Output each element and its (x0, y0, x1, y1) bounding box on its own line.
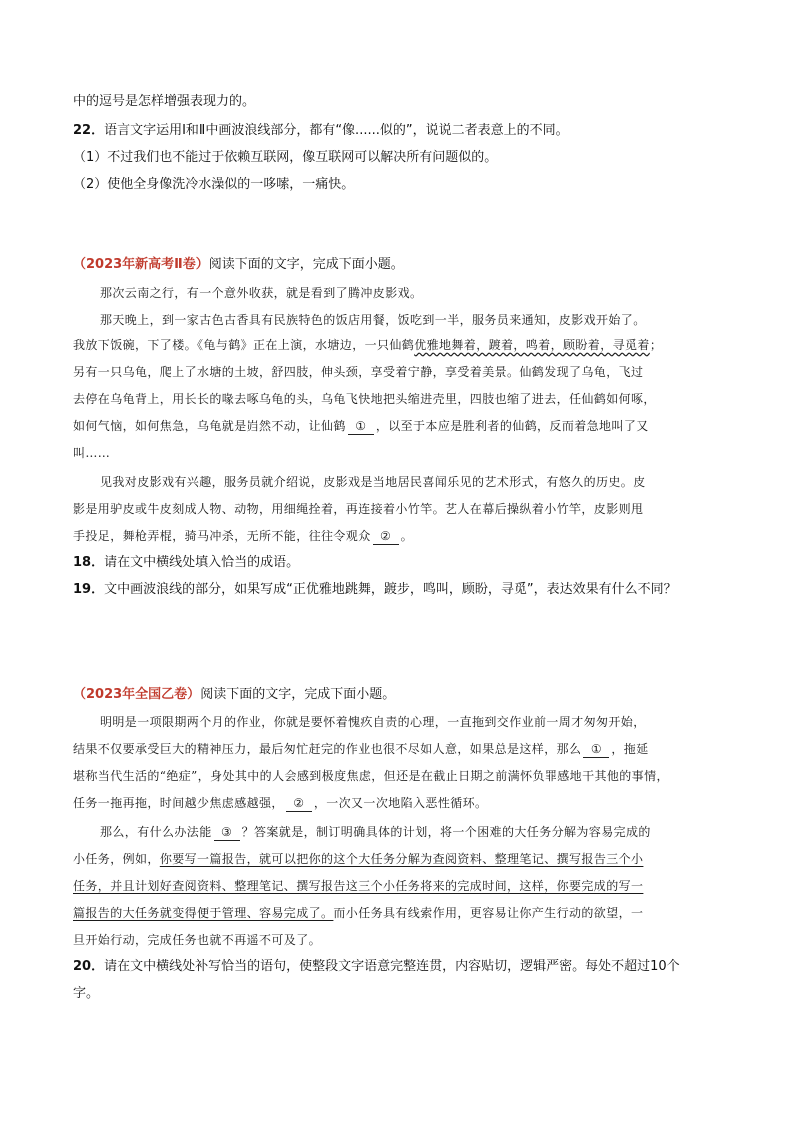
blank-s2-3: ③ (214, 824, 240, 841)
s1-p2-line3: 另有一只乌龟，爬上了水塘的土坡，舒四肢，伸头颈，享受着宁静，享受着美景。仙鹤发现了乌龟，飞过 (73, 365, 644, 379)
s2-p2-line1 (100, 822, 651, 842)
underlined-passage-2: 任务，并且计划好查阅资料、整理笔记、撰写报告这三个小任务将来的完成时间，这样，你要完成的写一 (73, 879, 644, 893)
s1-p2-line1: 那天晚上，到一家古色古香具有民族特色的饭店用餐，饭吃到一半，服务员来通知，皮影戏开始了。 (100, 313, 646, 327)
s1-p2-line5 (73, 416, 649, 436)
s2-p1-line2-end: ，拖延 (611, 742, 649, 756)
s2-p1-line4-end: ，一次又一次地陷入恶性循环。 (313, 796, 488, 810)
s1-p3-line3-text: 手投足，舞枪弄棍，骑马冲杀，无所不能，往往令观众 (73, 529, 371, 543)
s2-p2-line1-end: ？答案就是，制订明确具体的计划，将一个困难的大任务分解为容易完成的 (241, 825, 651, 839)
s1-p2-line5-text: 如何气恼，如何焦急，乌龟就是岿然不动，让仙鹤 (73, 419, 346, 433)
s1-p3-line2: 影是用驴皮或牛皮刻成人物、动物，用细绳拴着，再连接着小竹竿。艺人在幕后操纵着小竹竿，皮影则甩 (73, 502, 644, 516)
s2-p1-line4 (73, 793, 487, 813)
s1-p3-line3-end: 。 (400, 529, 414, 543)
q22-lead: 中的逗号是怎样增强表现力的。 (73, 94, 256, 109)
section2-header (73, 685, 395, 705)
q20-line2: 字。 (73, 986, 100, 1001)
s1-p2-line2 (73, 335, 662, 355)
blank-s2-1: ① (583, 741, 609, 758)
s2-p2-line3 (73, 876, 643, 896)
q22-item-2: （2）使他全身像洗冷水澡似的一哆嗦，一痛快。 (73, 177, 355, 192)
blank-2: ② (373, 528, 399, 545)
q22-item-1: （1）不过我们也不能过于依赖互联网，像互联网可以解决所有问题似的。 (73, 150, 498, 165)
s1-p3-line3 (73, 526, 413, 546)
q19 (73, 580, 677, 600)
q18-number: 18． (73, 555, 105, 570)
q18 (73, 553, 299, 573)
section1-header (73, 255, 404, 275)
blank-1: ① (348, 418, 374, 435)
s1-p3-line1: 见我对皮影戏有兴趣，服务员就介绍说，皮影戏是当地居民喜闻乐见的艺术形式，有悠久的历史。皮 (100, 475, 646, 489)
q19-text: 文中画波浪线的部分，如果写成“正优雅地跳舞，踱步，鸣叫，顾盼，寻觅”，表达效果有什么不同？ (104, 582, 677, 597)
s1-p1: 那次云南之行，有一个意外收获，就是看到了腾冲皮影戏。 (100, 286, 423, 300)
section2-instruction: 阅读下面的文字，完成下面小题。 (200, 687, 396, 702)
q20-text: 请在文中横线处补写恰当的语句，使整段文字语意完整连贯，内容贴切，逻辑严密。每处不超过10个 (104, 959, 680, 974)
s1-p2-line4: 去停在乌龟背上，用长长的喙去啄乌龟的头，乌龟飞快地把头缩进壳里，四肢也缩了进去，任仙鹤如何啄， (73, 392, 656, 406)
s1-p2-line6: 叫…… (73, 446, 111, 460)
section1-source: （2023年新高考Ⅱ卷） (73, 257, 209, 272)
underlined-passage-1: 你要写一篇报告，就可以把你的这个大任务分解为查阅资料、整理笔记、撰写报告三个小 (159, 852, 644, 866)
s2-p1-line2-text: 结果不仅要承受巨大的精神压力，最后匆忙赶完的作业也很不尽如人意，如果总是这样，那么 (73, 742, 582, 756)
s2-p1-line4-text: 任务一拖再拖，时间越少焦虑感越强， (73, 796, 284, 810)
wavy-underlined-phrase: 优雅地舞着，踱着，鸣着，顾盼着，寻觅着 (414, 338, 650, 352)
q19-number: 19． (73, 582, 105, 597)
s2-p2-line1-text: 那么，有什么办法能 (100, 825, 212, 839)
q20-line1 (73, 957, 680, 977)
s2-p2-line4 (73, 903, 643, 923)
section2-source: （2023年全国乙卷） (73, 687, 201, 702)
s2-p1-line2 (73, 739, 649, 759)
section1-instruction: 阅读下面的文字，完成下面小题。 (208, 257, 404, 272)
s2-p2-line5: 旦开始行动，完成任务也就不再遥不可及了。 (73, 933, 322, 947)
q22-text: 语言文字运用Ⅰ和Ⅱ中画波浪线部分，都有“像......似的”，说说二者表意上的不同。 (104, 123, 569, 138)
q22-number: 22． (73, 123, 105, 138)
s1-p2-line2-end: ； (649, 338, 663, 352)
q18-text: 请在文中横线处填入恰当的成语。 (104, 555, 300, 570)
underlined-passage-3: 篇报告的大任务就变得便于管理、容易完成了。 (73, 906, 334, 920)
s1-p2-line2-text: 我放下饭碗，下了楼。《龟与鹤》正在上演，水塘边，一只仙鹤 (73, 338, 415, 352)
s2-p1-line3: 堪称当代生活的“绝症”，身处其中的人会感到极度焦虑，但还是在截止日期之前满怀负罪感地干其他的事情， (73, 769, 669, 783)
s2-p1-line1: 明明是一项限期两个月的作业，你就是要怀着愧疚自责的心理，一直拖到交作业前一周才匆匆开始， (100, 715, 646, 729)
s2-p2-line2 (73, 849, 643, 869)
s2-p2-line4-end: 而小任务具有线索作用，更容易让你产生行动的欲望，一 (333, 906, 644, 920)
s1-p2-line5-end: ，以至于本应是胜利者的仙鹤，反而着急地叫了又 (375, 419, 649, 433)
q20-number: 20． (73, 959, 105, 974)
s2-p2-line2-text: 小任务，例如， (73, 852, 160, 866)
blank-s2-2: ② (286, 795, 312, 812)
q22-title (73, 121, 569, 141)
